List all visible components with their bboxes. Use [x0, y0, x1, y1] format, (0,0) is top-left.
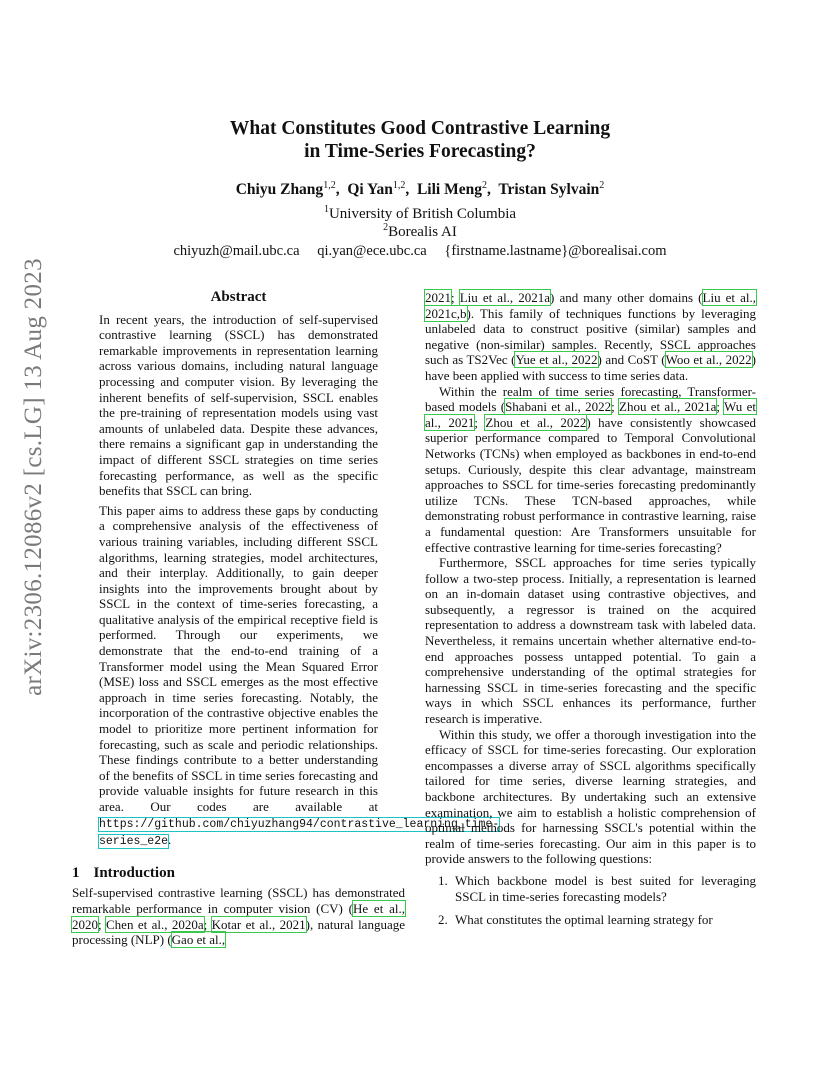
author-affiliation-mark: 2 [481, 180, 487, 191]
arxiv-identifier-text: arXiv:2306.12086v2 [cs.LG] 13 Aug 2023 [20, 258, 47, 696]
text-run: ; [451, 290, 460, 305]
title-line-2: in Time-Series Forecasting? [304, 141, 536, 162]
title-line-1: What Constitutes Good Contrastive Learning [229, 118, 611, 139]
abstract-paragraph-2-text: This paper aims to address these gaps by conducting a comprehensive analysis of the effectiveness of various training variables, including different SSCL algorithms, learning strategies, model architectures, and their interplay. Additionally, to gain deeper insights into the improvements brought about by SSCL in the context of time-series forecasting, a qualitative analysis of the empirical receptive field is performed. Through our experiments, we demonstrate that the end-to-end training of a Transformer model using the Mean Squared Error (MSE) loss and SSCL emerges as the most effective approach in time series forecasting. Notably, the incorporation of the contrastive objective enables the model to prioritize more pertinent information for forecasting, such as scale and periodic relationships. These findings contribute to a better understanding of the benefits of SSCL in time series forecasting and provide valuable insights for future research in this area. Our codes are available at [99, 502, 378, 814]
text-run: ) and many other domains ( [550, 290, 703, 305]
period: . [168, 832, 172, 848]
affiliation-name: University of British Columbia [328, 206, 517, 222]
citation-link[interactable]: Gao et al., [171, 932, 226, 948]
citation-link[interactable]: Wu et al., 2021 [425, 399, 756, 430]
paper-title [120, 117, 720, 163]
section-title: Introduction [93, 864, 175, 881]
author-list: Chiyu Zhang$^{1,2}$, Qi Yan$^{1,2}$, Lili Meng$^2$, Tristan Sylvain$^2$ [235, 180, 605, 199]
author-affiliation-mark: 1,2 [392, 180, 406, 191]
text-run: Within the realm of time series forecasting, Transformer-based models ( [425, 383, 756, 415]
citation-link[interactable]: Zhou et al., 2022 [485, 414, 587, 430]
text-run: ), natural language processing (NLP) ( [72, 916, 405, 948]
author-name: Tristan Sylvain [498, 181, 600, 199]
author-affiliation-mark: 2 [599, 180, 605, 191]
author-name: Lili Meng [416, 181, 482, 199]
abstract-heading: Abstract [210, 289, 267, 305]
email: qi.yan@ece.ubc.ca [317, 243, 427, 259]
text-run: ) and CoST ( [597, 352, 666, 368]
affiliation-2 [120, 222, 720, 241]
text-run: ) have been applied with success to time series data. [425, 352, 756, 383]
citation-link[interactable]: He et al., 2020 [72, 900, 405, 932]
author-emails [80, 243, 760, 260]
author-name: Qi Yan [347, 181, 393, 199]
text-run: ; [474, 414, 486, 430]
abstract-paragraph-2 [99, 502, 500, 850]
affiliation-mark: 2 [383, 222, 389, 233]
intro-paragraph-3: Furthermore, SSCL approaches for time series typically follow a two-step process. Initially, a representation is learned on an in-domain dataset using contrastive objectives, and subsequently, a regressor is trained on the acquired representation to address a downstream task with labeled data. Nevertheless, it remains uncertain whether alternative end-to-end approaches possess untapped potential. To gain a comprehensive understanding of the optimal strategies for harnessing SSCL in time-series forecasting and the specific ways in which SSCL enhances its performance, further research is imperative. [425, 555, 756, 727]
section-number: 1 [72, 864, 80, 881]
citation-link[interactable]: Chen et al., 2020a [106, 916, 204, 932]
citation-link[interactable]: Yue et al., 2022 [515, 352, 598, 368]
affiliation-1 [120, 204, 720, 223]
text-run: ; [98, 916, 106, 932]
text-run: Self-supervised contrastive learning (SSCL) has demonstrated remarkable performance in computer vision (CV) ( [72, 885, 405, 916]
text-run: ) have consistently showcased superior performance compared to Temporal Convolutional Networks (TCNs) when employed as backbones in end-to-end setups. Curiously, despite this clear advantage, mainstream approaches to SSCL for time-series forecasting predominantly utilize TCNs. These TCN-based approaches, while demonstrating robust performance in contrastive learning, raise a fundamental question: Are Transformers unsuitable for effective contrastive learning for time-series forecasting? [425, 414, 756, 555]
text-run: ; [611, 399, 620, 415]
author-name: Chiyu Zhang [235, 181, 324, 199]
research-questions-list [425, 873, 756, 928]
affiliation-mark: 1 [323, 204, 329, 215]
list-item: 1. Which backbone model is best suited for leveraging SSCL in time-series forecasting models? [451, 873, 756, 904]
intro-paragraph-1-continued [425, 290, 756, 384]
abstract-body [72, 311, 500, 850]
intro-paragraph-4: Within this study, we offer a thorough investigation into the efficacy of SSCL for time-series forecasting. Our exploration encompasses a diverse array of SSCL algorithms specifically tailored for time series, diverse learning strategies, and backbone architectures. By undertaking such an extensive examination, we aim to establish a holistic comprehension of optimal methods for harnessing SSCL's potential within the realm of time-series forecasting. Our aim in this paper is to provide answers to the following questions: [425, 726, 756, 867]
email: chiyuzh@mail.ubc.ca [173, 243, 300, 259]
list-item: 2. What constitutes the optimal learning strategy for [451, 912, 756, 928]
intro-paragraph-1 [72, 885, 405, 947]
text-run: ; [716, 399, 725, 415]
arxiv-identifier [14, 258, 54, 696]
intro-paragraph-2 [425, 384, 756, 556]
right-column [425, 290, 756, 936]
citation-link[interactable]: Shabani et al., 2022 [505, 399, 612, 415]
citation-link[interactable]: Woo et al., 2022 [665, 352, 752, 368]
citation-link[interactable]: 2021 [425, 290, 451, 305]
affiliation-name: Borealis AI [388, 224, 457, 240]
left-column [72, 289, 500, 948]
citation-link[interactable]: Liu et al., 2021a [459, 290, 551, 305]
section-heading-introduction [72, 866, 405, 882]
code-repository-link[interactable]: https://github.com/chiyuzhang94/contrastive_learning_time-series_e2e [99, 817, 500, 849]
email: {firstname.lastname}@borealisai.com [444, 243, 667, 259]
abstract-paragraph-1: In recent years, the introduction of self-supervised contrastive learning (SSCL) has demonstrated remarkable improvements in representation learning across various domains, including natural language processing and computer vision. By leveraging the inherent benefits of self-supervision, SSCL enables the pre-training of representation models using vast amounts of unlabeled data. Despite these advances, there remains a significant gap in understanding the impact of different SSCL strategies on time series forecasting performance, as well as the specific benefits that SSCL can bring. [99, 311, 378, 499]
citation-link[interactable]: Zhou et al., 2021a [619, 399, 717, 415]
text-run: ). This family of techniques functions by leveraging unlabeled data to construct positive (similar) samples and negative (non-similar) samples. Recently, SSCL approaches such as TS2Vec ( [425, 305, 756, 368]
citation-link[interactable]: Liu et al., 2021c,b [425, 290, 756, 321]
citation-link[interactable]: Kotar et al., 2021 [211, 916, 306, 932]
text-run: ; [203, 916, 212, 932]
author-affiliation-mark: 1,2 [323, 180, 336, 191]
